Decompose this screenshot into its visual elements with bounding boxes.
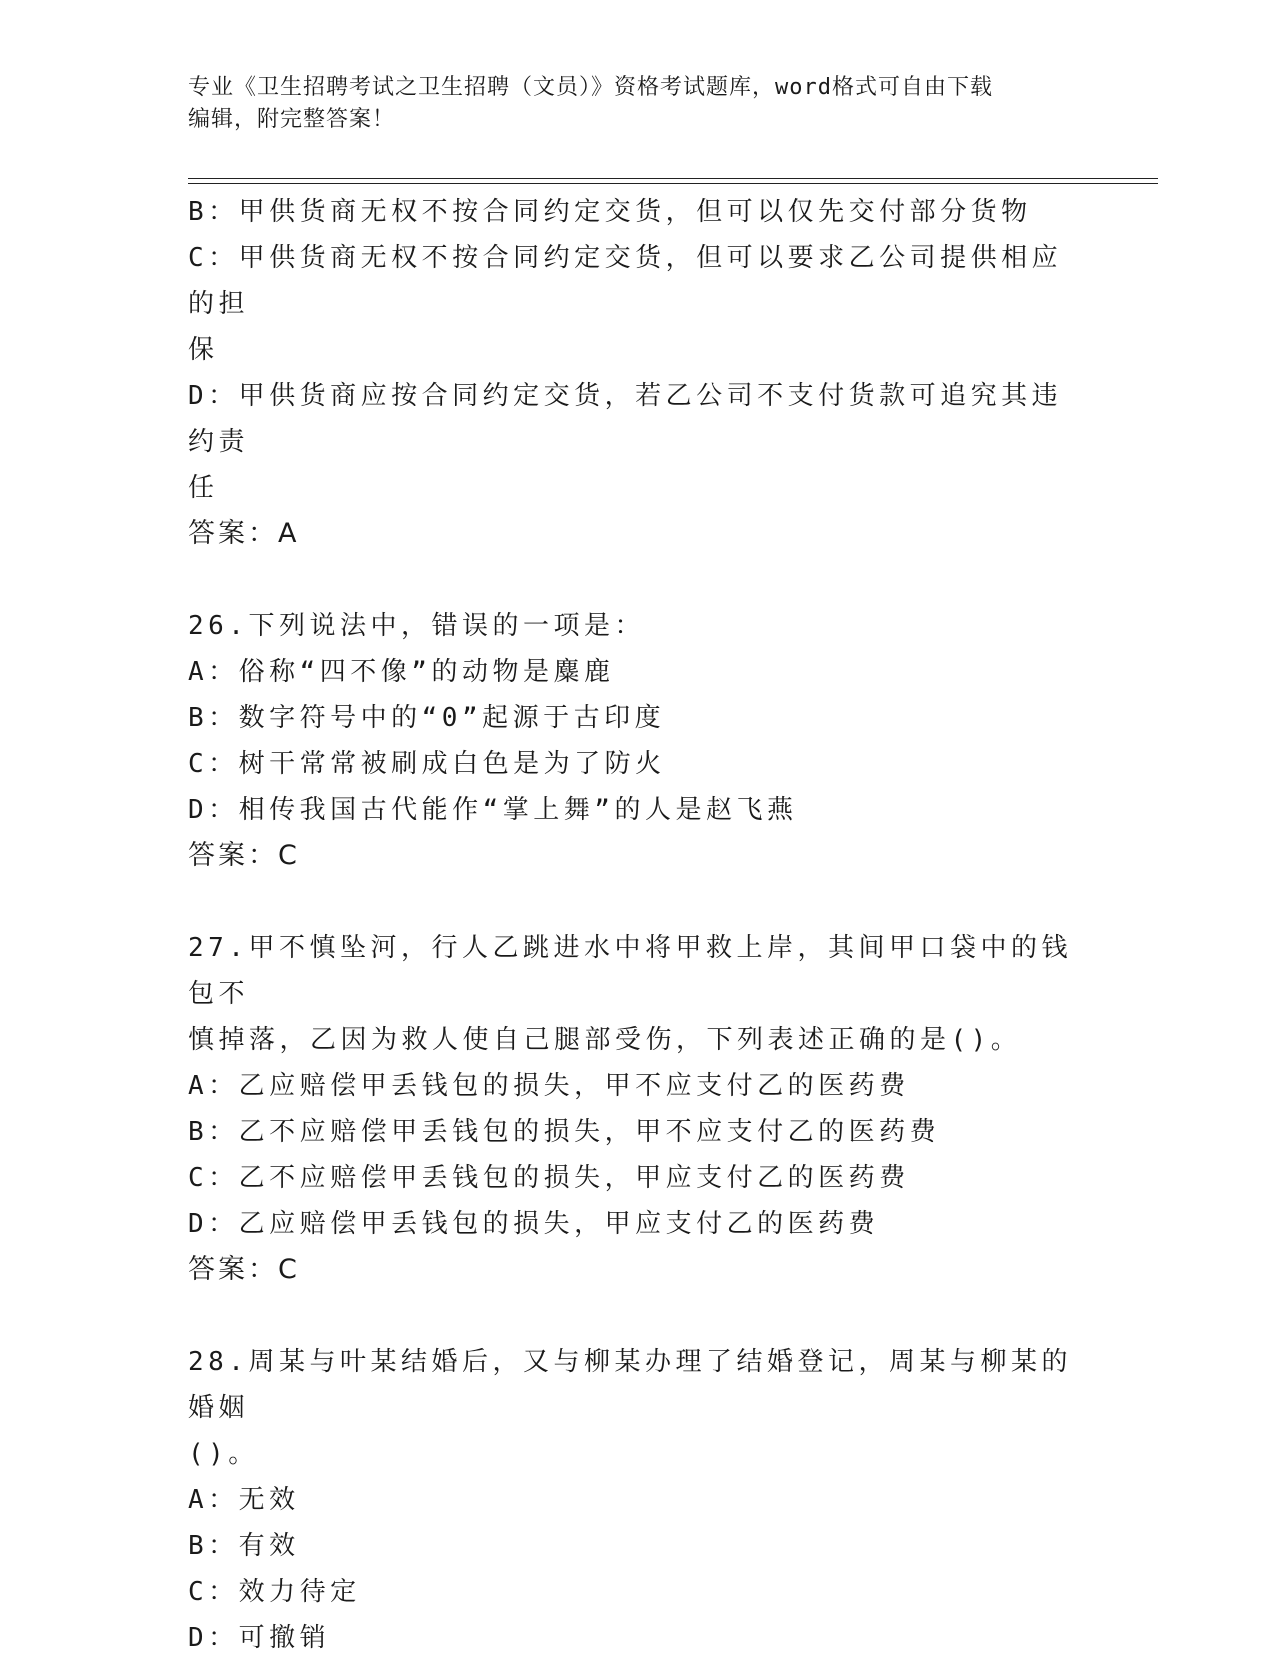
header-rule-bottom bbox=[188, 183, 1158, 184]
question-stem-continued: 慎掉落，乙因为救人使自己腿部受伤，下列表述正确的是()。 bbox=[188, 1025, 1022, 1055]
question-26 bbox=[188, 603, 1088, 879]
option-d-continued: 任 bbox=[188, 473, 219, 503]
option-b: B：数字符号中的“0”起源于古印度 bbox=[188, 703, 666, 733]
option-d: D：甲供货商应按合同约定交货，若乙公司不支付货款可追究其违约责 bbox=[188, 381, 1063, 457]
option-a: A：无效 bbox=[188, 1485, 300, 1515]
option-b: B：有效 bbox=[188, 1531, 300, 1561]
question-stem-continued: ()。 bbox=[188, 1439, 259, 1469]
question-28 bbox=[188, 1339, 1088, 1661]
option-c: C：树干常常被刷成白色是为了防火 bbox=[188, 749, 666, 779]
option-d: D：相传我国古代能作“掌上舞”的人是赵飞燕 bbox=[188, 795, 798, 825]
option-d: D：可撤销 bbox=[188, 1623, 331, 1653]
option-c: C：效力待定 bbox=[188, 1577, 361, 1607]
header-line-2: 编辑，附完整答案！ bbox=[188, 107, 396, 132]
question-stem: 26.下列说法中，错误的一项是： bbox=[188, 611, 645, 641]
spacer bbox=[188, 1293, 1088, 1339]
question-list bbox=[188, 189, 1088, 1661]
answer-line: 答案：A bbox=[188, 518, 300, 549]
document-header bbox=[188, 72, 1088, 136]
question-stem: 27.甲不慎坠河，行人乙跳进水中将甲救上岸，其间甲口袋中的钱包不 bbox=[188, 933, 1072, 1009]
spacer bbox=[188, 557, 1088, 603]
option-d: D：乙应赔偿甲丢钱包的损失，甲应支付乙的医药费 bbox=[188, 1209, 880, 1239]
option-a: A：乙应赔偿甲丢钱包的损失，甲不应支付乙的医药费 bbox=[188, 1071, 910, 1101]
option-b: B：甲供货商无权不按合同约定交货，但可以仅先交付部分货物 bbox=[188, 197, 1032, 227]
answer-line: 答案：C bbox=[188, 840, 300, 871]
option-c: C：甲供货商无权不按合同约定交货，但可以要求乙公司提供相应的担 bbox=[188, 243, 1063, 319]
header-line-1: 专业《卫生招聘考试之卫生招聘（文员）》资格考试题库，word格式可自由下载 bbox=[188, 75, 993, 100]
option-b: B：乙不应赔偿甲丢钱包的损失，甲不应支付乙的医药费 bbox=[188, 1117, 941, 1147]
question-25 bbox=[188, 189, 1088, 557]
spacer bbox=[188, 879, 1088, 925]
header-rule-top bbox=[188, 178, 1158, 179]
option-a: A：俗称“四不像”的动物是麋鹿 bbox=[188, 657, 615, 687]
answer-line: 答案：C bbox=[188, 1254, 300, 1285]
option-c-continued: 保 bbox=[188, 335, 219, 365]
question-27 bbox=[188, 925, 1088, 1293]
question-stem: 28.周某与叶某结婚后，又与柳某办理了结婚登记，周某与柳某的婚姻 bbox=[188, 1347, 1072, 1423]
option-c: C：乙不应赔偿甲丢钱包的损失，甲应支付乙的医药费 bbox=[188, 1163, 910, 1193]
